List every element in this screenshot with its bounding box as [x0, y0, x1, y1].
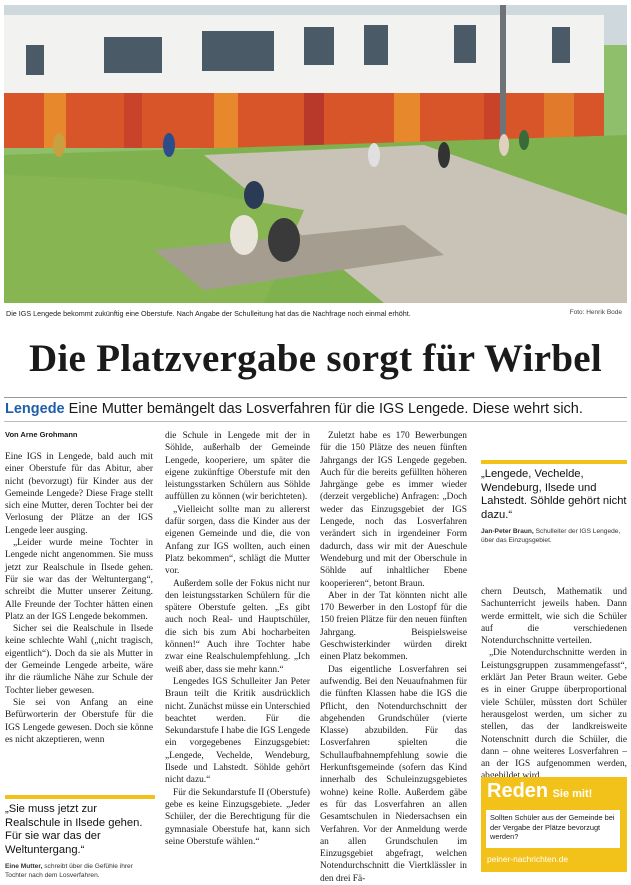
paragraph: „Die Notendurchschnitte werden in Leistungsgruppen zusammengefasst“, erklärt Jan Peter Braun weiter. Gebe es in einer Gruppe überproportional viele Schüler, müssten dort Schüler herausgelost werden, um sicher zu stellen, das der landkreisweite Notenschnitt durch die Schüler, die dann – ohne weiteres Losverfahren – an der IGS aufgenommen werden, — [481, 648, 627, 770]
paragraph: Lengedes IGS Schulleiter Jan Peter Braun teilt die Kritik ausdrücklich nicht. Zunächst müsse ein Unterschied beachtet werden. Für die Sekundarstufe I habe die IGS Lengede ein vorgegebenes Einzugsgebiet: „Lengede, Vechelde, Wendeburg, Ilsede und Lahstedt. Söhlde gehört nicht dazu.“ — [165, 676, 311, 786]
photo-caption — [6, 309, 622, 321]
article-column-2 — [165, 430, 310, 848]
paragraph: Eine IGS in Lengede, bald auch mit einer Oberstufe für das Abitur, aber nicht (bevorzugt) für Kinder aus der Gemeinde Lengede? Diese Frage stellt sich eine Mutter, deren Tochter bei der Verlosung der Plätze an der IGS Lengede leer ausging. — [5, 452, 153, 536]
article-column-4 — [481, 586, 627, 783]
poll-title-sub: Sie mit! — [552, 788, 593, 800]
subline-text: Eine Mutter bemängelt das Losverfahren für die IGS Lengede. Diese wehrt sich. — [68, 401, 583, 417]
subline-keyword: Lengede — [5, 401, 65, 417]
quote-bar — [481, 460, 627, 464]
quote-name: Eine Mutter, — [5, 863, 43, 870]
paragraph: Sie sei von Anfang an eine Befürworterin der Oberstufe für die IGS Lengede gewesen. Doch sie könne es nicht akzeptieren, wenn — [5, 697, 153, 745]
poll-url-link[interactable]: peiner-nachrichten.de — [487, 854, 569, 864]
poll-question: Sollten Schüler aus der Gemeinde bei der Vergabe der Plätze bevorzugt werden? — [486, 810, 620, 848]
article-column-3 — [320, 430, 467, 885]
divider — [4, 397, 627, 398]
article-photo — [4, 5, 627, 303]
reader-poll-box[interactable] — [481, 777, 627, 872]
poll-title-main: Reden — [487, 780, 549, 802]
paragraph: Zuletzt habe es 170 Bewerbungen für die 150 Plätze des neuen fünften Jahrgangs der IGS Lengede gegeben. Auch für die bereits gefüllten höheren Jahrgänge gebe es immer wieder (derzeit vergebliche) Anfragen: „Doch weder das Einzugsgebiet der IGS Lengede, noch das Losverfahren verändert sich in irgendeiner Form dadurch, dass wir mit der Aueschule Wendeburg und mit der Oberschule in Söhlde auf inhaltlicher Ebene kooperieren“, betont Braun. — [320, 431, 467, 589]
poll-title — [487, 780, 592, 803]
paragraph: „Vielleicht sollte man zu allererst dafür sorgen, dass die Kinder aus der eigenen Gemeinde und die, die von Anfang zur IGS wollten, auch einen Platz bekommen“, schlägt die Mutter vor. — [165, 504, 310, 577]
headline: Die Platzvergabe sorgt für Wirbel — [28, 337, 603, 380]
paragraph: „Leider wurde meine Tochter in Lengede nicht angenommen. Sie muss jetzt zur Realschule in Ilsede gehen. Für sie war das der Weltuntergang“, schreibt die Mutter unserer Zeitung. Alle Freunde der Tochter hätten einen Platz an der IGS Lengede bekommen. — [5, 538, 153, 622]
article-column-1 — [5, 451, 153, 746]
quote-bar — [5, 795, 155, 799]
photo-caption-text: Die IGS Lengede bekommt zukünftig eine Oberstufe. Nach Angabe der Schulleitung hat das die Nachfrage noch einmal erhöht. — [6, 309, 411, 318]
paragraph: Aber in der Tat könnten nicht alle 170 Bewerber in den Lostopf für die 150 freien Plätze für den neuen fünften Jahrgang. Beispielsweise Geschwisterkinder würden direkt einen Platz bekommen. — [320, 590, 467, 663]
subline — [5, 401, 583, 417]
paragraph: chern Deutsch, Mathematik und Sachunterricht jeweils haben. Dann werde ermittelt, wie sich die Schüler auf die verschiedenen Notendurchschnitte verteilen. — [481, 587, 627, 647]
divider — [4, 421, 627, 422]
quote-desc: schreibt über die Gefühle ihrer Tochter nach dem Losverfahren. — [5, 863, 133, 879]
quote-text: „Lengede, Vechelde, Wendeburg, Ilsede und Lahstedt. Söhlde gehört nicht dazu.“ — [481, 468, 627, 521]
pull-quote-mother — [5, 795, 155, 880]
byline: Von Arne Grohmann — [5, 430, 78, 439]
photo-credit: Foto: Henrik Bode — [569, 309, 622, 316]
quote-name: Jan-Peter Braun, — [481, 528, 534, 535]
quote-desc: Schulleiter der IGS Lengede, über das Einzugsgebiet. — [481, 528, 621, 544]
quote-source — [481, 527, 627, 545]
paragraph: Für die Sekundarstufe II (Oberstufe) gebe es keine Einzugsgebiete. „Jeder Schüler, der die Berechtigung für die gymnasiale Oberstufe hat, kann sich seine Oberstufe wählen.“ — [165, 787, 310, 847]
paragraph: die Schule in Lengede mit der in Söhlde, außerhalb der Gemeinde Lengede, kooperiere, um später die eigene zukünftige Oberstufe mit den leistungsstarken Schülern aus Söhlde auffüllen zu können (wir berichteten). — [165, 431, 310, 503]
paragraph: Das eigentliche Losverfahren sei aufwendig. Bei den Neuaufnahmen für die fünften Klassen habe die IGS die Pflicht, den Notendurchschnitt der abgehenden Grundschüler (vierte Klasse) abzubilden. Für das Losverfahren spielten die Schullaufbahnempfehlung sowie die Herkunftsgemeinde (sofern das Kind innerhalb des Schuleinzugsgebietes wohne) keine Rolle. Außerdem gäbe es für das Losverfahren an allen Gesamtschulen in Niedersachsen ein Verfahren. Vor der Anmeldung werde an allen Grundschulen im Einzugsgebiet abgefragt, welchen Notendurchschnitt die Viertklässler in den drei Fä- — [320, 664, 467, 884]
paragraph: Außerdem solle der Fokus nicht nur den leistungsstarken Schülern für die spätere Oberstufe gelten. „Es gibt auch noch Real- und Hauptschüler, die sich bis zum Abi hocharbeiten können!“ Auch ihre Tochter habe zwar eine Realschulempfehlung. „Ich weiß aber, dass sie mehr kann.“ — [165, 578, 310, 675]
quote-text: „Sie muss jetzt zur Realschule in Ilsede gehen. Für sie war das der Weltuntergang.“ — [5, 803, 143, 856]
school-courtyard-image — [4, 5, 627, 303]
quote-source — [5, 862, 155, 880]
pull-quote-braun — [481, 460, 627, 545]
paragraph: Sicher sei die Realschule in Ilsede keine schlechte Wahl („nicht tragisch, eigentlich“). Doch da sie als Mutter in der Gemeinde Lengede arbeite, wäre ihr die räumliche Nähe zur Schule der Tochter lieber gewesen. — [5, 624, 153, 696]
